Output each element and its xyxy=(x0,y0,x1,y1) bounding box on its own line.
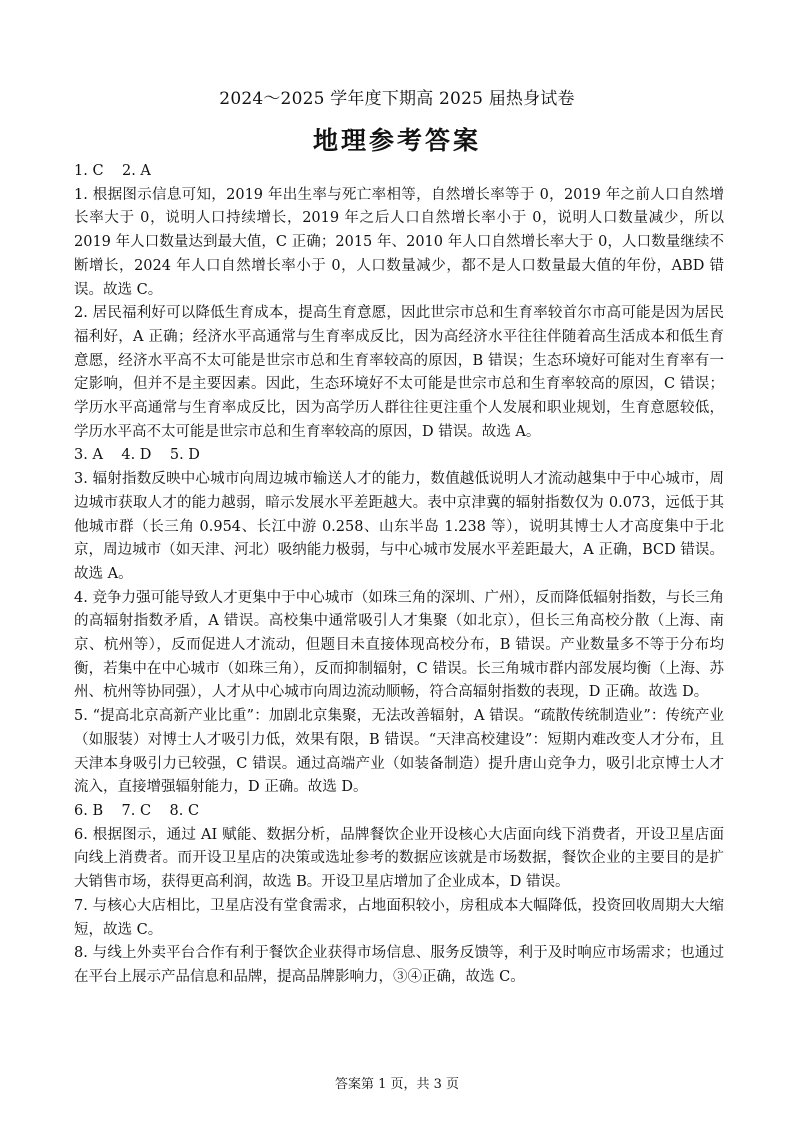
explanation-q7: 7. 与核心大店相比，卫星店没有堂食需求，占地面积较小，房租成本大幅降低，投资回收周期大大缩短，故选 C。 xyxy=(74,897,724,938)
answer-key-1-2: 1. C 2. A xyxy=(74,163,151,179)
explanation-q2: 2. 居民福利好可以降低生育成本，提高生育意愿，因此世宗市总和生育率较首尔市高可能是因为居民福利好，A 正确；经济水平高通常与生育率成反比，因为高经济水平往往伴随着高生活成本和低生育意愿，经济水平高不太可能是世宗市总和生育率较高的原因，B 错误；生态环境好可能对生育率有一定影响，但并不是主要因素。因此，生态环境好不太可能是世宗市总和生育率较高的原因，C 错误；学历水平高通常与生育率成反比，因为高学历人群往往更注重个人发展和职业规划，生育意愿较低，学历水平高不太可能是世宗市总和生育率较高的原因，D 错误。故选 A。 xyxy=(74,305,724,440)
explanation-q4: 4. 竞争力强可能导致人才更集中于中心城市（如珠三角的深圳、广州），反而降低辐射指数，与长三角的高辐射指数矛盾，A 错误。高校集中通常吸引人才集聚（如北京），但长三角高校分散（上海、南京、杭州等），反而促进人才流动，但题目未直接体现高校分布，B 错误。产业数量多不等于分布均衡，若集中在中心城市（如珠三角），反而抑制辐射，C 错误。长三角城市群内部发展均衡（上海、苏州、杭州等协同强），人才从中心城市向周边流动顺畅，符合高辐射指数的表现，D 正确。故选 D。 xyxy=(74,589,724,701)
explanation-q8: 8. 与线上外卖平台合作有利于餐饮企业获得市场信息、服务反馈等，利于及时响应市场需求；也通过在平台上展示产品信息和品牌，提高品牌影响力，③④正确，故选 C。 xyxy=(74,945,724,985)
explanation-q6: 6. 根据图示，通过 AI 赋能、数据分析，品牌餐饮企业开设核心大店面向线下消费者，开设卫星店面向线上消费者。而开设卫星店的决策或选址参考的数据应该就是市场数据，餐饮企业的主要目的是扩大销售市场，获得更高利润，故选 B。开设卫星店增加了企业成本，D 错误。 xyxy=(74,826,724,891)
explanation-q1: 1. 根据图示信息可知，2019 年出生率与死亡率相等，自然增长率等于 0，2019 年之前人口自然增长率大于 0，说明人口持续增长，2019 年之后人口自然增长率小于 0，说明人口数量减少，所以 2019 年人口数量达到最大值，C 正确；2015 年、2010 年人口自然增长率大于 0，人口数量继续不断增长，2024 年人口自然增长率小于 0，人口数量减少，都不是人口数量最大值的年份，ABD 错误。故选 C。 xyxy=(74,186,724,298)
exam-subtitle: 2024～2025 学年度下期高 2025 届热身试卷 xyxy=(219,89,575,109)
answer-key-3-5: 3. A 4. D 5. D xyxy=(74,447,200,464)
explanation-q5: 5. “提高北京高新产业比重”：加剧北京集聚，无法改善辐射，A 错误。“疏散传统制造业”：传统产业（如服装）对博士人才吸引力低，效果有限，B 错误。“天津高校建设”：短期内难改变人才分布，且天津本身吸引力已较强，C 错误。通过高端产业（如装备制造）提升唐山竞争力，吸引北京博士人才流入，直接增强辐射能力，D 正确。故选 D。 xyxy=(74,708,724,796)
page-footer: 答案第 1 页，共 3 页 xyxy=(334,1077,460,1092)
page-title: 地理参考答案 xyxy=(312,126,481,155)
answer-content xyxy=(74,160,724,990)
explanation-q3: 3. 辐射指数反映中心城市向周边城市输送人才的能力，数值越低说明人才流动越集中于中心城市，周边城市获取人才的能力越弱，暗示发展水平差距越大。表中京津冀的辐射指数仅为 0.073，远低于其他城市群（长三角 0.954、长江中游 0.258、山东半岛 1.238 等），说明其博士人才高度集中于北京，周边城市（如天津、河北）吸纳能力极弱，与中心城市发展水平差距最大，A 正确，BCD 错误。故选 A。 xyxy=(74,471,724,582)
answer-key-6-8: 6. B 7. C 8. C xyxy=(74,802,200,819)
